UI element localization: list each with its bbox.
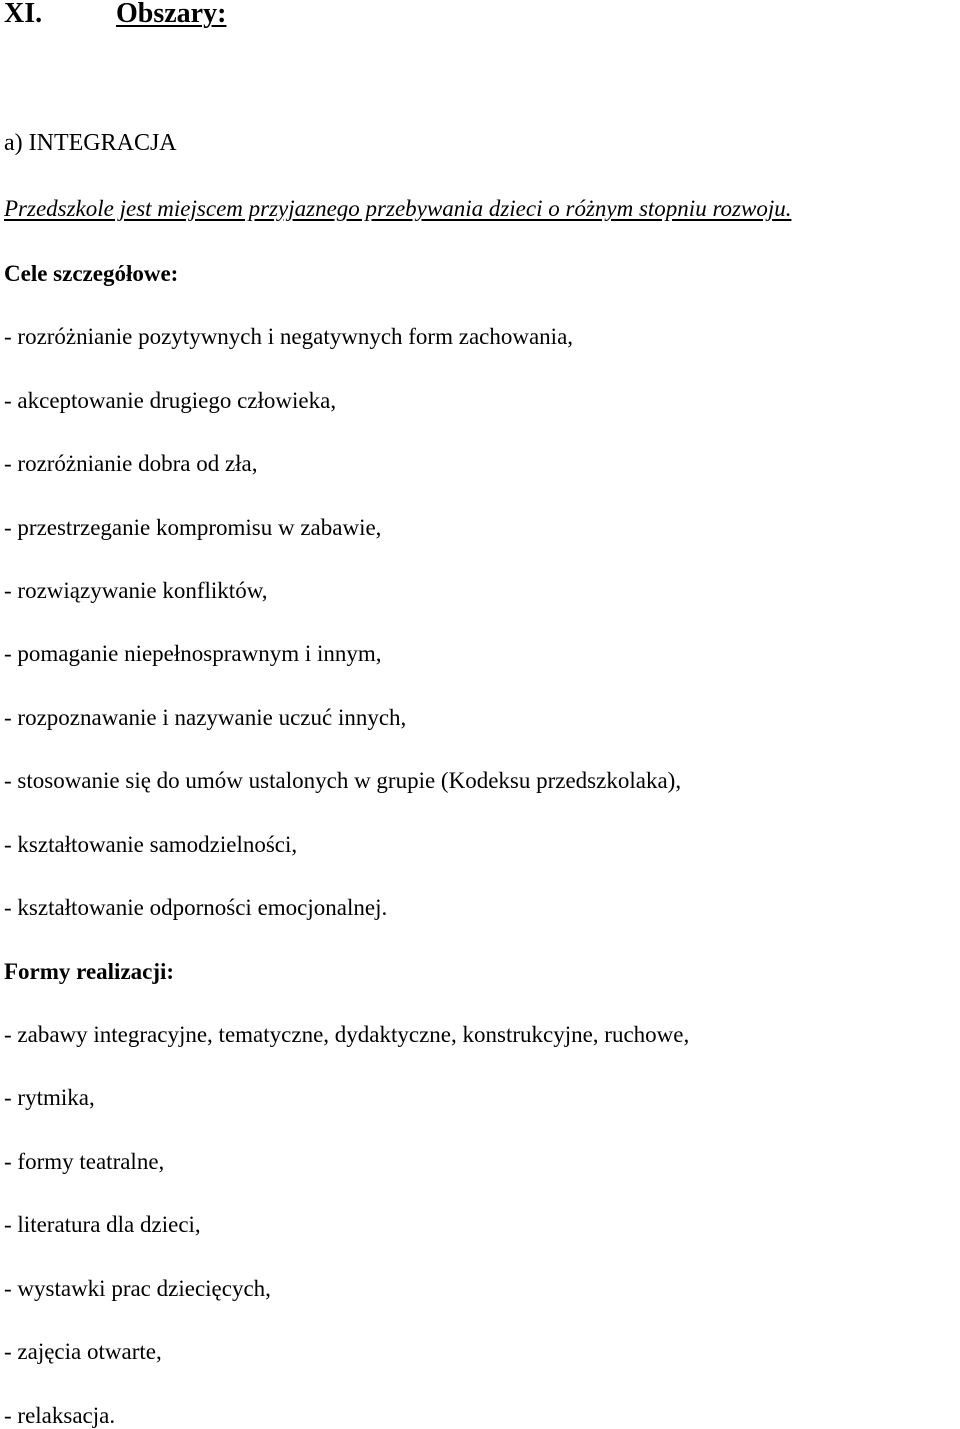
form-item: - formy teatralne, xyxy=(4,1149,165,1174)
goal-item: - rozróżnianie dobra od zła, xyxy=(4,451,258,476)
goal-item: - kształtowanie odporności emocjonalnej. xyxy=(4,895,388,920)
section-heading xyxy=(4,0,226,28)
form-item: - literatura dla dzieci, xyxy=(4,1212,201,1237)
form-item: - rytmika, xyxy=(4,1085,95,1110)
goals-label: Cele szczegółowe: xyxy=(4,261,179,286)
goal-item: - kształtowanie samodzielności, xyxy=(4,832,298,857)
goal-item: - rozwiązywanie konfliktów, xyxy=(4,578,268,603)
goal-item: - akceptowanie drugiego człowieka, xyxy=(4,388,337,413)
form-item: - wystawki prac dziecięcych, xyxy=(4,1276,271,1301)
motto-text: Przedszkole jest miejscem przyjaznego przebywania dzieci o różnym stopniu rozwoju. xyxy=(4,196,792,221)
goal-item: - rozpoznawanie i nazywanie uczuć innych, xyxy=(4,705,407,730)
form-item: - zajęcia otwarte, xyxy=(4,1339,162,1364)
forms-label: Formy realizacji: xyxy=(4,959,175,984)
heading-number: XI. xyxy=(4,0,43,29)
goal-item: - pomaganie niepełnosprawnym i innym, xyxy=(4,641,382,666)
form-item: - relaksacja. xyxy=(4,1403,116,1428)
goal-item: - przestrzeganie kompromisu w zabawie, xyxy=(4,515,382,540)
subsection-title: a) INTEGRACJA xyxy=(4,130,177,156)
heading-title: Obszary: xyxy=(116,0,227,29)
goal-item: - rozróżnianie pozytywnych i negatywnych form zachowania, xyxy=(4,324,574,349)
goal-item: - stosowanie się do umów ustalonych w grupie (Kodeksu przedszkolaka), xyxy=(4,768,682,793)
form-item: - zabawy integracyjne, tematyczne, dydaktyczne, konstrukcyjne, ruchowe, xyxy=(4,1022,690,1047)
